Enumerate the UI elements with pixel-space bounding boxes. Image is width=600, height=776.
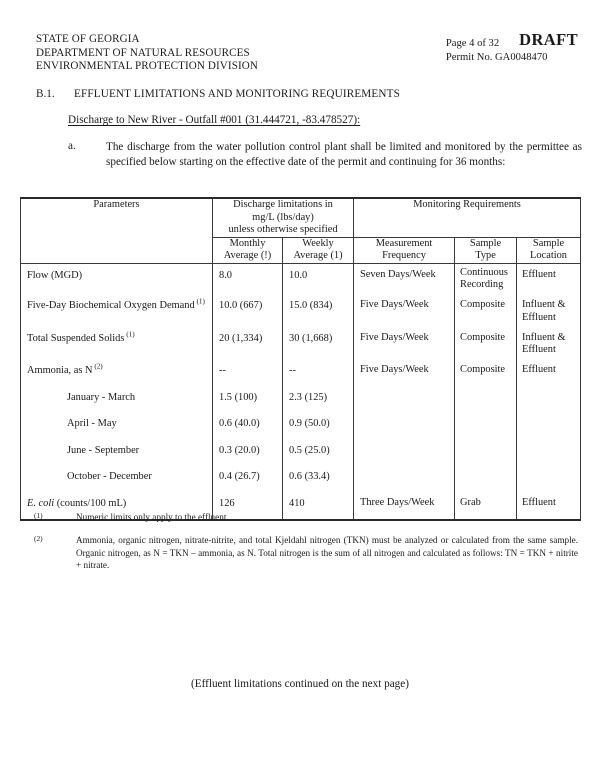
cell-measurement-frequency: Three Days/Week	[354, 493, 455, 521]
paragraph-a-text: The discharge from the water pollution control plant shall be limited and monitored by the permittee as specified below starting on the effective date of the permit and continuing for 36 months:	[106, 141, 582, 169]
cell-sample-type	[455, 263, 517, 295]
cell-measurement-frequency	[354, 466, 455, 493]
cell-monthly-average: 126	[213, 493, 283, 521]
discharge-group-line2: mg/L (lbs/day)	[252, 211, 314, 223]
cell-weekly-average: 15.0 (834)	[283, 295, 354, 327]
agency-line-state: STATE OF GEORGIA	[36, 33, 140, 45]
parameter-footnote-marker: (1)	[124, 330, 135, 339]
cell-monthly-average: 0.4 (26.7)	[213, 466, 283, 493]
col-header-measurement-frequency	[354, 237, 455, 263]
cell-sample-location	[517, 295, 581, 327]
section-number: B.1.	[36, 88, 55, 100]
table-row	[21, 295, 581, 327]
cell-measurement-frequency	[354, 440, 455, 467]
footnote-text: Numeric limits only apply to the effluent.	[76, 512, 229, 522]
cell-parameter: October - December	[21, 466, 213, 493]
cell-parameter: Five-Day Biochemical Oxygen Demand $^{(1)}$	[21, 295, 213, 327]
footnote-text: Ammonia, organic nitrogen, nitrate-nitrite, and total Kjeldahl nitrogen (TKN) must be analyzed or calculated from the same sample. Organic nitrogen, as N = TKN – ammonia, as N. Total nitrogen is the sum of all nitrogen and calculated as follows: TN = TKN + nitrite + nitrate.	[76, 535, 578, 570]
cell-weekly-average: 0.6 (33.4)	[283, 466, 354, 493]
section-title: EFFLUENT LIMITATIONS AND MONITORING REQUIREMENTS	[74, 88, 400, 100]
cell-parameter: April - May	[21, 413, 213, 440]
cell-sample-location	[517, 466, 581, 493]
footnote-marker: (2)	[34, 534, 43, 544]
col-header-group-discharge	[213, 198, 354, 237]
agency-line-department: DEPARTMENT OF NATURAL RESOURCES	[36, 46, 250, 59]
effluent-limitations-table	[20, 197, 581, 521]
sample-location-value-line1: Influent &	[522, 299, 566, 311]
table-row	[21, 360, 581, 387]
cell-sample-type	[455, 295, 517, 327]
sample-type-value-line1: Composite	[460, 299, 506, 311]
cell-monthly-average: 0.3 (20.0)	[213, 440, 283, 467]
sample-type-value-line1: Continuous	[460, 266, 508, 278]
draft-stamp: DRAFT	[519, 30, 578, 49]
page-number: Page 4 of 32	[445, 38, 500, 49]
agency-line-division: ENVIRONMENTAL PROTECTION DIVISION	[36, 60, 259, 73]
col-header-parameters: Parameters	[21, 198, 213, 263]
cell-parameter: Total Suspended Solids $^{(1)}$	[21, 328, 213, 360]
col-header-sample-location	[517, 237, 581, 263]
cell-measurement-frequency: Five Days/Week	[354, 360, 455, 387]
table-row	[21, 263, 581, 295]
sample-type-value-line1: Composite	[460, 364, 506, 376]
table-row	[21, 328, 581, 360]
table-row	[21, 466, 581, 493]
permit-number: Permit No. GA0048470	[445, 52, 548, 64]
cell-parameter: Flow (MGD)	[21, 263, 213, 295]
sample-type-line2: Type	[475, 250, 496, 262]
cell-sample-type	[455, 328, 517, 360]
cell-weekly-average: 2.3 (125)	[283, 387, 354, 414]
cell-monthly-average: 20 (1,334)	[213, 328, 283, 360]
col-header-group-monitoring: Monitoring Requirements	[354, 198, 581, 237]
table-row	[21, 440, 581, 467]
paragraph-a	[68, 140, 582, 171]
sample-type-value-line1: Grab	[460, 496, 481, 508]
cell-sample-location	[517, 387, 581, 414]
measurement-frequency-line2: Frequency	[382, 250, 426, 262]
cell-sample-location	[517, 440, 581, 467]
cell-monthly-average: 8.0	[213, 263, 283, 295]
sample-location-line2: Location	[530, 250, 567, 262]
weekly-average-line2: Average (1)	[293, 250, 343, 262]
sample-type-line1: Sample	[469, 237, 502, 249]
cell-parameter: June - September	[21, 440, 213, 467]
sample-location-line1: Sample	[532, 237, 565, 249]
cell-sample-type	[455, 466, 517, 493]
cell-sample-location	[517, 328, 581, 360]
cell-weekly-average: 30 (1,668)	[283, 328, 354, 360]
weekly-average-line1: Weekly	[302, 237, 334, 249]
discharge-group-line3: unless otherwise specified	[228, 224, 338, 236]
footnote-item	[34, 534, 578, 571]
document-meta-block	[445, 30, 578, 65]
paragraph-a-label: a.	[68, 140, 76, 152]
parameter-italic-name: E. coli	[27, 497, 55, 509]
cell-measurement-frequency: Seven Days/Week	[354, 263, 455, 295]
document-header	[36, 30, 586, 74]
cell-monthly-average: --	[213, 360, 283, 387]
monthly-average-line2: Average (!)	[223, 250, 272, 262]
cell-sample-type	[455, 440, 517, 467]
continued-note: (Effluent limitations continued on the next page)	[191, 678, 409, 690]
cell-monthly-average: 0.6 (40.0)	[213, 413, 283, 440]
cell-sample-type	[455, 413, 517, 440]
footnote-item	[34, 511, 578, 523]
cell-parameter: Ammonia, as N $^{(2)}$	[21, 360, 213, 387]
sample-location-value-line1: Effluent	[522, 364, 556, 376]
parameter-footnote-marker: (2)	[92, 362, 103, 371]
col-header-sample-type	[455, 237, 517, 263]
cell-parameter: January - March	[21, 387, 213, 414]
measurement-frequency-line1: Measurement	[375, 237, 433, 249]
monthly-average-line1: Monthly	[229, 237, 266, 249]
sample-location-value-line2: Effluent	[522, 311, 556, 323]
table-row	[21, 413, 581, 440]
cell-parameter: E. coli (counts/100 mL)	[21, 493, 213, 521]
cell-measurement-frequency: Five Days/Week	[354, 328, 455, 360]
footnote-marker: (1)	[34, 511, 43, 520]
cell-sample-location	[517, 360, 581, 387]
cell-sample-location	[517, 263, 581, 295]
cell-weekly-average: --	[283, 360, 354, 387]
cell-measurement-frequency	[354, 387, 455, 414]
parameter-footnote-marker: (1)	[194, 297, 205, 306]
sample-location-value-line2: Effluent	[522, 343, 556, 355]
footnotes-block	[34, 511, 578, 582]
cell-monthly-average: 1.5 (100)	[213, 387, 283, 414]
cell-sample-location	[517, 413, 581, 440]
discharge-outfall-text: Discharge to New River - Outfall #001 (31.444721, -83.478527):	[68, 114, 361, 126]
table-body	[21, 263, 581, 520]
meta-row-page	[445, 30, 578, 51]
col-header-weekly-average	[283, 237, 354, 263]
cell-weekly-average: 410	[283, 493, 354, 521]
table-header-row-groups	[21, 198, 581, 237]
section-heading	[36, 88, 580, 100]
sample-location-value-line1: Influent &	[522, 331, 566, 343]
cell-measurement-frequency	[354, 413, 455, 440]
agency-block	[36, 33, 258, 74]
sample-type-value-line2: Recording	[460, 279, 504, 291]
discharge-group-line1: Discharge limitations in	[233, 199, 333, 210]
sample-location-value-line1: Effluent	[522, 496, 556, 508]
cell-weekly-average: 0.9 (50.0)	[283, 413, 354, 440]
discharge-outfall-line	[68, 114, 360, 126]
cell-monthly-average: 10.0 (667)	[213, 295, 283, 327]
cell-sample-type	[455, 387, 517, 414]
cell-weekly-average: 10.0	[283, 263, 354, 295]
col-header-monthly-average	[213, 237, 283, 263]
sample-type-value-line1: Composite	[460, 331, 506, 343]
cell-sample-type	[455, 360, 517, 387]
cell-weekly-average: 0.5 (25.0)	[283, 440, 354, 467]
sample-location-value-line1: Effluent	[522, 268, 556, 280]
table-row	[21, 387, 581, 414]
cell-measurement-frequency: Five Days/Week	[354, 295, 455, 327]
